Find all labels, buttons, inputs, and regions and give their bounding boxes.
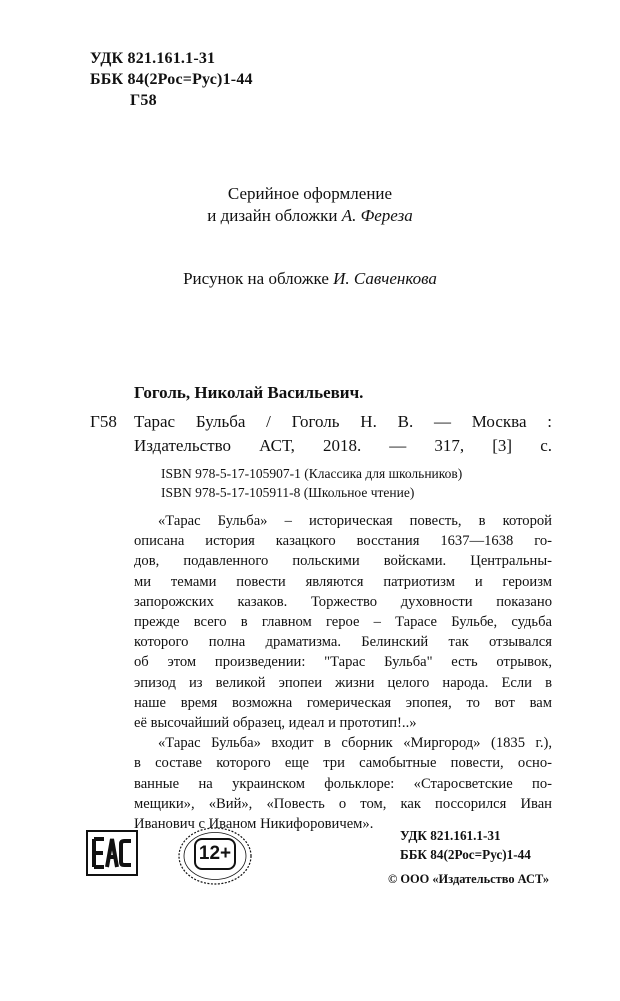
catalog-line-2: Издательство АСТ, 2018. — 317, [3] с. [134,436,552,455]
bbk-code: ББК 84(2Рос=Рус)1-44 [90,71,253,88]
bottom-classification-codes [400,826,531,864]
annotation-line: «Тарас Бульба» входит в сборник «Миргород» (1835 г.), [158,735,552,752]
annotation-line: её высочайший образец, идеал и прототип!..» [134,715,417,732]
annotation-line: мещики», «Вий», «Повесть о том, как поссорился Иван [134,795,552,812]
design-credit-line1: Серийное оформление [227,184,393,203]
design-credit-prefix: и дизайн обложки [207,206,338,225]
age-rating-label: 12+ [194,838,236,870]
annotation-line: дов, подавленного польскими войсками. Центральны- [134,553,552,570]
catalog-line-1: Тарас Бульба / Гоголь Н. В. — Москва : [134,412,552,431]
annotation-paragraph-2 [134,733,552,834]
annotation-line: запорожских казаков. Торжество духовности показано [134,593,552,610]
annotation-line: в составе которого еще три самобытные повести, осно- [134,755,552,772]
annotation-line: которого полна драматизма. Белинский так отзывался [134,634,552,651]
annotation-line: прежде всего в главном герое – Тарасе Бульбе, судьба [134,614,552,631]
annotation-line: эпизод из великой эпопеи жизни целого народа. Если в [134,674,552,691]
eac-certification-icon [86,830,138,876]
design-credit-line2 [0,205,620,227]
annotation-line: описана история казацкого восстания 1637—1638 го- [134,533,552,550]
designer-name: А. Фереза [341,206,413,225]
author-mark: Г58 [130,92,157,109]
copyright: © ООО «Издательство АСТ» [388,872,550,886]
annotation-line: «Тарас Бульба» – историческая повесть, в которой [158,513,552,529]
annotation-line: ми темами повести являются патриотизм и героизм [134,573,552,590]
udk-code: УДК 821.161.1-31 [90,50,216,67]
illustrator-name: И. Савченкова [333,269,437,288]
top-classification-codes [90,48,253,111]
catalog-author: Гоголь, Николай Васильевич. [134,383,364,402]
catalog-code: Г58 [90,412,117,431]
catalog-entry [90,410,552,458]
annotation [134,511,552,834]
design-credit [0,183,620,227]
isbn-1: ISBN 978-5-17-105907-1 (Классика для школьников) [161,466,463,481]
annotation-paragraph-1 [134,511,552,733]
annotation-line: Иванович с Иваном Никифоровичем». [134,816,374,833]
isbn-2: ISBN 978-5-17-105911-8 (Школьное чтение) [161,485,415,500]
age-rating-badge [176,826,254,886]
annotation-line: наше время возможна гомерическая эпопея, то вот вам [134,694,552,711]
cover-credit [0,268,620,290]
cover-credit-prefix: Рисунок на обложке [183,269,329,288]
bottom-bbk-code: ББК 84(2Рос=Рус)1-44 [400,847,531,862]
annotation-line: ванные на украинском фольклоре: «Старосветские по- [134,775,552,792]
annotation-line: об этом произведении: "Тарас Бульба" есть отрывок, [134,654,552,671]
bottom-udk-code: УДК 821.161.1-31 [400,828,501,843]
